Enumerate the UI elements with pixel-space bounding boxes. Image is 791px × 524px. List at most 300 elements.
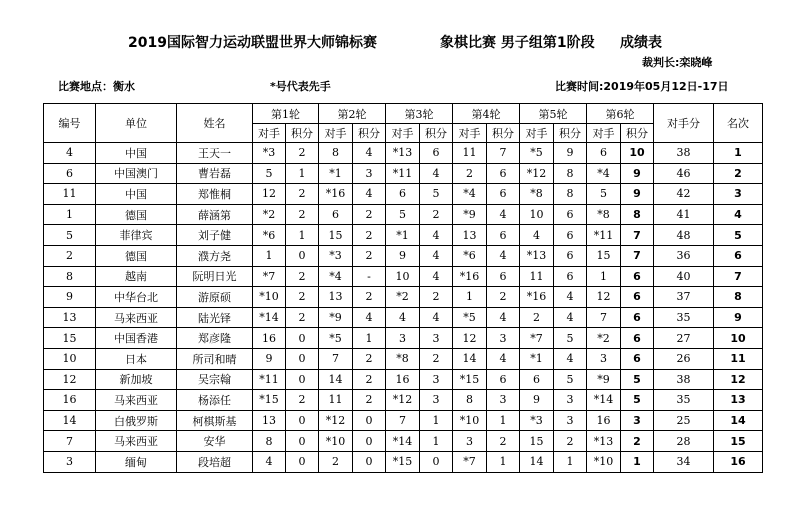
round-1-opponent: *15	[253, 390, 286, 411]
round-3-opponent: *14	[386, 431, 420, 452]
player-no: 8	[44, 266, 96, 287]
col-round-1-pts: 积分	[286, 124, 319, 143]
col-round-6-opp: 对手	[587, 124, 621, 143]
player-name: 薛涵第	[177, 204, 253, 225]
match-date: 比赛时间:2019年05月12日-17日	[555, 80, 729, 93]
round-4-points: 7	[487, 143, 520, 164]
round-5-opponent: 6	[520, 369, 554, 390]
round-5-opponent: *7	[520, 328, 554, 349]
round-5-points: 4	[554, 348, 587, 369]
player-name: 阮明日光	[177, 266, 253, 287]
table-row	[44, 451, 763, 472]
round-3-opponent: 5	[386, 204, 420, 225]
round-3-opponent: 4	[386, 307, 420, 328]
round-5-points: 3	[554, 390, 587, 411]
round-6-points: 7	[621, 245, 654, 266]
round-2-points: 4	[353, 143, 386, 164]
round-3-points: 5	[420, 184, 453, 205]
round-4-opponent: *6	[453, 245, 487, 266]
round-6-opponent: 6	[587, 143, 621, 164]
chief-referee: 裁判长:栾晓峰	[642, 56, 713, 69]
table-row	[44, 204, 763, 225]
first-move-note: *号代表先手	[270, 80, 331, 93]
final-rank: 3	[714, 184, 763, 205]
opponent-score: 48	[654, 225, 714, 246]
round-3-points: 2	[420, 287, 453, 308]
round-1-points: 2	[286, 307, 319, 328]
round-3-opponent: 9	[386, 245, 420, 266]
player-name: 陆光铎	[177, 307, 253, 328]
form-name: 成绩表	[620, 35, 662, 51]
table-row	[44, 266, 763, 287]
round-4-opponent: *16	[453, 266, 487, 287]
round-6-points: 6	[621, 266, 654, 287]
round-6-points: 7	[621, 225, 654, 246]
player-no: 6	[44, 163, 96, 184]
final-rank: 15	[714, 431, 763, 452]
round-2-opponent: 11	[319, 390, 353, 411]
round-1-opponent: *6	[253, 225, 286, 246]
final-rank: 5	[714, 225, 763, 246]
round-1-points: 0	[286, 410, 319, 431]
round-4-points: 2	[487, 431, 520, 452]
round-5-points: 2	[554, 431, 587, 452]
player-no: 10	[44, 348, 96, 369]
round-2-opponent: 8	[319, 143, 353, 164]
round-6-opponent: *8	[587, 204, 621, 225]
round-3-points: 3	[420, 369, 453, 390]
round-1-points: 0	[286, 245, 319, 266]
round-4-points: 3	[487, 328, 520, 349]
player-no: 11	[44, 184, 96, 205]
player-unit: 白俄罗斯	[96, 410, 177, 431]
round-2-points: 3	[353, 163, 386, 184]
round-3-opponent: *13	[386, 143, 420, 164]
table-row	[44, 143, 763, 164]
opponent-score: 36	[654, 245, 714, 266]
col-round-4: 第4轮	[453, 104, 520, 124]
player-name: 游原硕	[177, 287, 253, 308]
round-1-points: 1	[286, 163, 319, 184]
round-3-points: 1	[420, 431, 453, 452]
round-1-points: 0	[286, 431, 319, 452]
round-6-opponent: 1	[587, 266, 621, 287]
round-1-opponent: 16	[253, 328, 286, 349]
round-1-opponent: 9	[253, 348, 286, 369]
round-5-opponent: *16	[520, 287, 554, 308]
player-unit: 德国	[96, 245, 177, 266]
round-6-opponent: 7	[587, 307, 621, 328]
round-6-points: 6	[621, 307, 654, 328]
round-6-points: 2	[621, 431, 654, 452]
final-rank: 2	[714, 163, 763, 184]
round-3-opponent: *8	[386, 348, 420, 369]
round-3-opponent: 7	[386, 410, 420, 431]
table-row	[44, 307, 763, 328]
round-2-opponent: 14	[319, 369, 353, 390]
opponent-score: 38	[654, 143, 714, 164]
table-row	[44, 287, 763, 308]
round-6-points: 8	[621, 204, 654, 225]
opponent-score: 41	[654, 204, 714, 225]
round-5-opponent: 11	[520, 266, 554, 287]
round-4-opponent: 3	[453, 431, 487, 452]
player-unit: 马来西亚	[96, 431, 177, 452]
round-6-points: 1	[621, 451, 654, 472]
round-6-opponent: *2	[587, 328, 621, 349]
player-unit: 中国香港	[96, 328, 177, 349]
round-2-points: -	[353, 266, 386, 287]
player-unit: 中国	[96, 184, 177, 205]
round-5-opponent: 4	[520, 225, 554, 246]
round-1-points: 1	[286, 225, 319, 246]
round-5-points: 5	[554, 328, 587, 349]
opponent-score: 26	[654, 348, 714, 369]
round-6-opponent: *4	[587, 163, 621, 184]
col-round-5-opp: 对手	[520, 124, 554, 143]
player-no: 12	[44, 369, 96, 390]
round-5-points: 4	[554, 307, 587, 328]
player-unit: 越南	[96, 266, 177, 287]
round-1-points: 0	[286, 328, 319, 349]
round-1-opponent: *14	[253, 307, 286, 328]
player-unit: 新加坡	[96, 369, 177, 390]
tournament-title: 2019国际智力运动联盟世界大师锦标赛	[128, 35, 377, 51]
round-6-opponent: *14	[587, 390, 621, 411]
round-6-points: 6	[621, 328, 654, 349]
round-6-points: 6	[621, 348, 654, 369]
round-4-points: 3	[487, 390, 520, 411]
round-2-opponent: *9	[319, 307, 353, 328]
round-3-points: 1	[420, 410, 453, 431]
round-5-opponent: *12	[520, 163, 554, 184]
round-6-opponent: 12	[587, 287, 621, 308]
round-1-opponent: *7	[253, 266, 286, 287]
round-3-points: 4	[420, 307, 453, 328]
final-rank: 4	[714, 204, 763, 225]
player-name: 郑惟桐	[177, 184, 253, 205]
round-2-points: 2	[353, 287, 386, 308]
player-name: 杨添任	[177, 390, 253, 411]
round-1-points: 2	[286, 287, 319, 308]
col-round-2: 第2轮	[319, 104, 386, 124]
round-3-points: 4	[420, 245, 453, 266]
col-round-3-pts: 积分	[420, 124, 453, 143]
round-2-points: 1	[353, 328, 386, 349]
table-row	[44, 348, 763, 369]
round-4-points: 4	[487, 307, 520, 328]
round-3-points: 3	[420, 328, 453, 349]
round-1-opponent: 5	[253, 163, 286, 184]
round-3-points: 4	[420, 225, 453, 246]
final-rank: 6	[714, 245, 763, 266]
round-4-opponent: 1	[453, 287, 487, 308]
round-3-opponent: *1	[386, 225, 420, 246]
round-1-points: 0	[286, 451, 319, 472]
round-2-points: 0	[353, 410, 386, 431]
round-5-points: 6	[554, 245, 587, 266]
col-round-6: 第6轮	[587, 104, 654, 124]
player-no: 9	[44, 287, 96, 308]
table-row	[44, 369, 763, 390]
round-2-points: 2	[353, 245, 386, 266]
round-6-opponent: 15	[587, 245, 621, 266]
round-4-points: 2	[487, 287, 520, 308]
round-3-opponent: *2	[386, 287, 420, 308]
opponent-score: 35	[654, 307, 714, 328]
player-no: 3	[44, 451, 96, 472]
col-round-2-opp: 对手	[319, 124, 353, 143]
final-rank: 11	[714, 348, 763, 369]
round-2-opponent: *10	[319, 431, 353, 452]
round-4-opponent: 11	[453, 143, 487, 164]
final-rank: 13	[714, 390, 763, 411]
player-unit: 日本	[96, 348, 177, 369]
player-unit: 中华台北	[96, 287, 177, 308]
round-5-opponent: *5	[520, 143, 554, 164]
col-opp-score: 对手分	[654, 104, 714, 143]
round-3-opponent: *12	[386, 390, 420, 411]
player-name: 曹岩磊	[177, 163, 253, 184]
round-4-points: 4	[487, 348, 520, 369]
round-6-points: 10	[621, 143, 654, 164]
round-2-points: 2	[353, 390, 386, 411]
round-5-opponent: *13	[520, 245, 554, 266]
round-1-points: 2	[286, 143, 319, 164]
round-4-opponent: *7	[453, 451, 487, 472]
round-5-points: 5	[554, 369, 587, 390]
round-1-opponent: *2	[253, 204, 286, 225]
table-row	[44, 225, 763, 246]
round-6-opponent: 5	[587, 184, 621, 205]
col-round-6-pts: 积分	[621, 124, 654, 143]
round-3-points: 2	[420, 348, 453, 369]
player-no: 2	[44, 245, 96, 266]
player-name: 濮方尧	[177, 245, 253, 266]
round-6-points: 3	[621, 410, 654, 431]
round-5-points: 4	[554, 287, 587, 308]
round-2-opponent: *1	[319, 163, 353, 184]
round-6-points: 6	[621, 287, 654, 308]
round-6-points: 5	[621, 390, 654, 411]
round-2-points: 2	[353, 204, 386, 225]
opponent-score: 35	[654, 390, 714, 411]
player-name: 郑彦隆	[177, 328, 253, 349]
player-no: 1	[44, 204, 96, 225]
round-2-opponent: *3	[319, 245, 353, 266]
col-round-1: 第1轮	[253, 104, 319, 124]
round-6-opponent: *10	[587, 451, 621, 472]
round-5-points: 6	[554, 204, 587, 225]
final-rank: 8	[714, 287, 763, 308]
opponent-score: 42	[654, 184, 714, 205]
round-5-points: 9	[554, 143, 587, 164]
table-row	[44, 390, 763, 411]
round-4-opponent: 13	[453, 225, 487, 246]
opponent-score: 34	[654, 451, 714, 472]
table-row	[44, 184, 763, 205]
col-round-3: 第3轮	[386, 104, 453, 124]
round-2-opponent: *16	[319, 184, 353, 205]
final-rank: 16	[714, 451, 763, 472]
player-name: 所司和晴	[177, 348, 253, 369]
round-6-points: 9	[621, 163, 654, 184]
opponent-score: 28	[654, 431, 714, 452]
venue: 比赛地点：衡水	[58, 80, 135, 93]
player-unit: 中国	[96, 143, 177, 164]
round-1-opponent: 4	[253, 451, 286, 472]
round-4-opponent: *10	[453, 410, 487, 431]
player-name: 刘子健	[177, 225, 253, 246]
round-1-points: 0	[286, 369, 319, 390]
opponent-score: 40	[654, 266, 714, 287]
round-4-points: 6	[487, 225, 520, 246]
final-rank: 7	[714, 266, 763, 287]
round-6-opponent: *11	[587, 225, 621, 246]
round-4-points: 4	[487, 204, 520, 225]
col-round-3-opp: 对手	[386, 124, 420, 143]
round-1-opponent: *3	[253, 143, 286, 164]
round-2-opponent: 13	[319, 287, 353, 308]
round-4-points: 6	[487, 266, 520, 287]
opponent-score: 46	[654, 163, 714, 184]
round-4-points: 4	[487, 245, 520, 266]
player-name: 吴宗翰	[177, 369, 253, 390]
round-5-points: 8	[554, 184, 587, 205]
round-1-opponent: 13	[253, 410, 286, 431]
round-2-opponent: 15	[319, 225, 353, 246]
round-2-opponent: *4	[319, 266, 353, 287]
col-round-4-pts: 积分	[487, 124, 520, 143]
round-4-points: 6	[487, 184, 520, 205]
round-6-points: 5	[621, 369, 654, 390]
round-2-points: 0	[353, 451, 386, 472]
round-4-points: 6	[487, 163, 520, 184]
player-no: 15	[44, 328, 96, 349]
round-2-points: 0	[353, 431, 386, 452]
table-row	[44, 328, 763, 349]
player-no: 5	[44, 225, 96, 246]
player-no: 7	[44, 431, 96, 452]
col-unit: 单位	[96, 104, 177, 143]
col-round-2-pts: 积分	[353, 124, 386, 143]
round-3-opponent: *11	[386, 163, 420, 184]
player-unit: 德国	[96, 204, 177, 225]
round-4-opponent: *15	[453, 369, 487, 390]
round-2-opponent: *5	[319, 328, 353, 349]
round-5-opponent: 15	[520, 431, 554, 452]
round-5-points: 6	[554, 266, 587, 287]
round-6-opponent: 3	[587, 348, 621, 369]
round-4-points: 6	[487, 369, 520, 390]
round-3-opponent: 10	[386, 266, 420, 287]
round-4-points: 1	[487, 410, 520, 431]
player-unit: 中国澳门	[96, 163, 177, 184]
player-unit: 马来西亚	[96, 390, 177, 411]
round-4-opponent: *9	[453, 204, 487, 225]
title-bar	[0, 32, 791, 52]
table-row	[44, 410, 763, 431]
round-3-opponent: 6	[386, 184, 420, 205]
header-row-rounds	[44, 104, 763, 124]
final-rank: 10	[714, 328, 763, 349]
table-row	[44, 163, 763, 184]
final-rank: 14	[714, 410, 763, 431]
round-4-opponent: *5	[453, 307, 487, 328]
opponent-score: 37	[654, 287, 714, 308]
round-1-opponent: *11	[253, 369, 286, 390]
final-rank: 1	[714, 143, 763, 164]
round-5-points: 3	[554, 410, 587, 431]
round-1-opponent: 1	[253, 245, 286, 266]
round-4-opponent: 8	[453, 390, 487, 411]
player-name: 安华	[177, 431, 253, 452]
round-2-opponent: 7	[319, 348, 353, 369]
col-round-5-pts: 积分	[554, 124, 587, 143]
round-6-opponent: *9	[587, 369, 621, 390]
round-5-points: 1	[554, 451, 587, 472]
final-rank: 12	[714, 369, 763, 390]
round-1-points: 0	[286, 348, 319, 369]
player-name: 柯棋斯基	[177, 410, 253, 431]
round-1-points: 2	[286, 390, 319, 411]
round-3-points: 6	[420, 143, 453, 164]
col-no: 编号	[44, 104, 96, 143]
results-table	[43, 103, 763, 473]
col-round-4-opp: 对手	[453, 124, 487, 143]
round-5-opponent: 14	[520, 451, 554, 472]
player-unit: 缅甸	[96, 451, 177, 472]
round-2-points: 4	[353, 307, 386, 328]
round-2-opponent: 6	[319, 204, 353, 225]
round-1-points: 2	[286, 204, 319, 225]
round-4-opponent: 2	[453, 163, 487, 184]
round-2-opponent: *12	[319, 410, 353, 431]
round-1-opponent: 12	[253, 184, 286, 205]
round-1-points: 2	[286, 266, 319, 287]
col-name: 姓名	[177, 104, 253, 143]
round-5-opponent: *1	[520, 348, 554, 369]
player-name: 段培超	[177, 451, 253, 472]
round-2-points: 2	[353, 369, 386, 390]
col-round-1-opp: 对手	[253, 124, 286, 143]
round-5-opponent: 9	[520, 390, 554, 411]
round-2-points: 2	[353, 348, 386, 369]
round-5-opponent: 2	[520, 307, 554, 328]
round-3-points: 3	[420, 390, 453, 411]
player-unit: 马来西亚	[96, 307, 177, 328]
opponent-score: 25	[654, 410, 714, 431]
round-5-opponent: *3	[520, 410, 554, 431]
final-rank: 9	[714, 307, 763, 328]
player-no: 4	[44, 143, 96, 164]
player-no: 14	[44, 410, 96, 431]
round-3-points: 4	[420, 163, 453, 184]
round-1-points: 2	[286, 184, 319, 205]
event-name: 象棋比赛 男子组第1阶段	[440, 35, 595, 51]
round-3-points: 4	[420, 266, 453, 287]
player-unit: 菲律宾	[96, 225, 177, 246]
round-6-opponent: *13	[587, 431, 621, 452]
round-1-opponent: 8	[253, 431, 286, 452]
round-2-opponent: 2	[319, 451, 353, 472]
round-3-opponent: *15	[386, 451, 420, 472]
round-4-opponent: 14	[453, 348, 487, 369]
table-row	[44, 245, 763, 266]
round-3-points: 0	[420, 451, 453, 472]
round-2-points: 2	[353, 225, 386, 246]
player-name: 王天一	[177, 143, 253, 164]
